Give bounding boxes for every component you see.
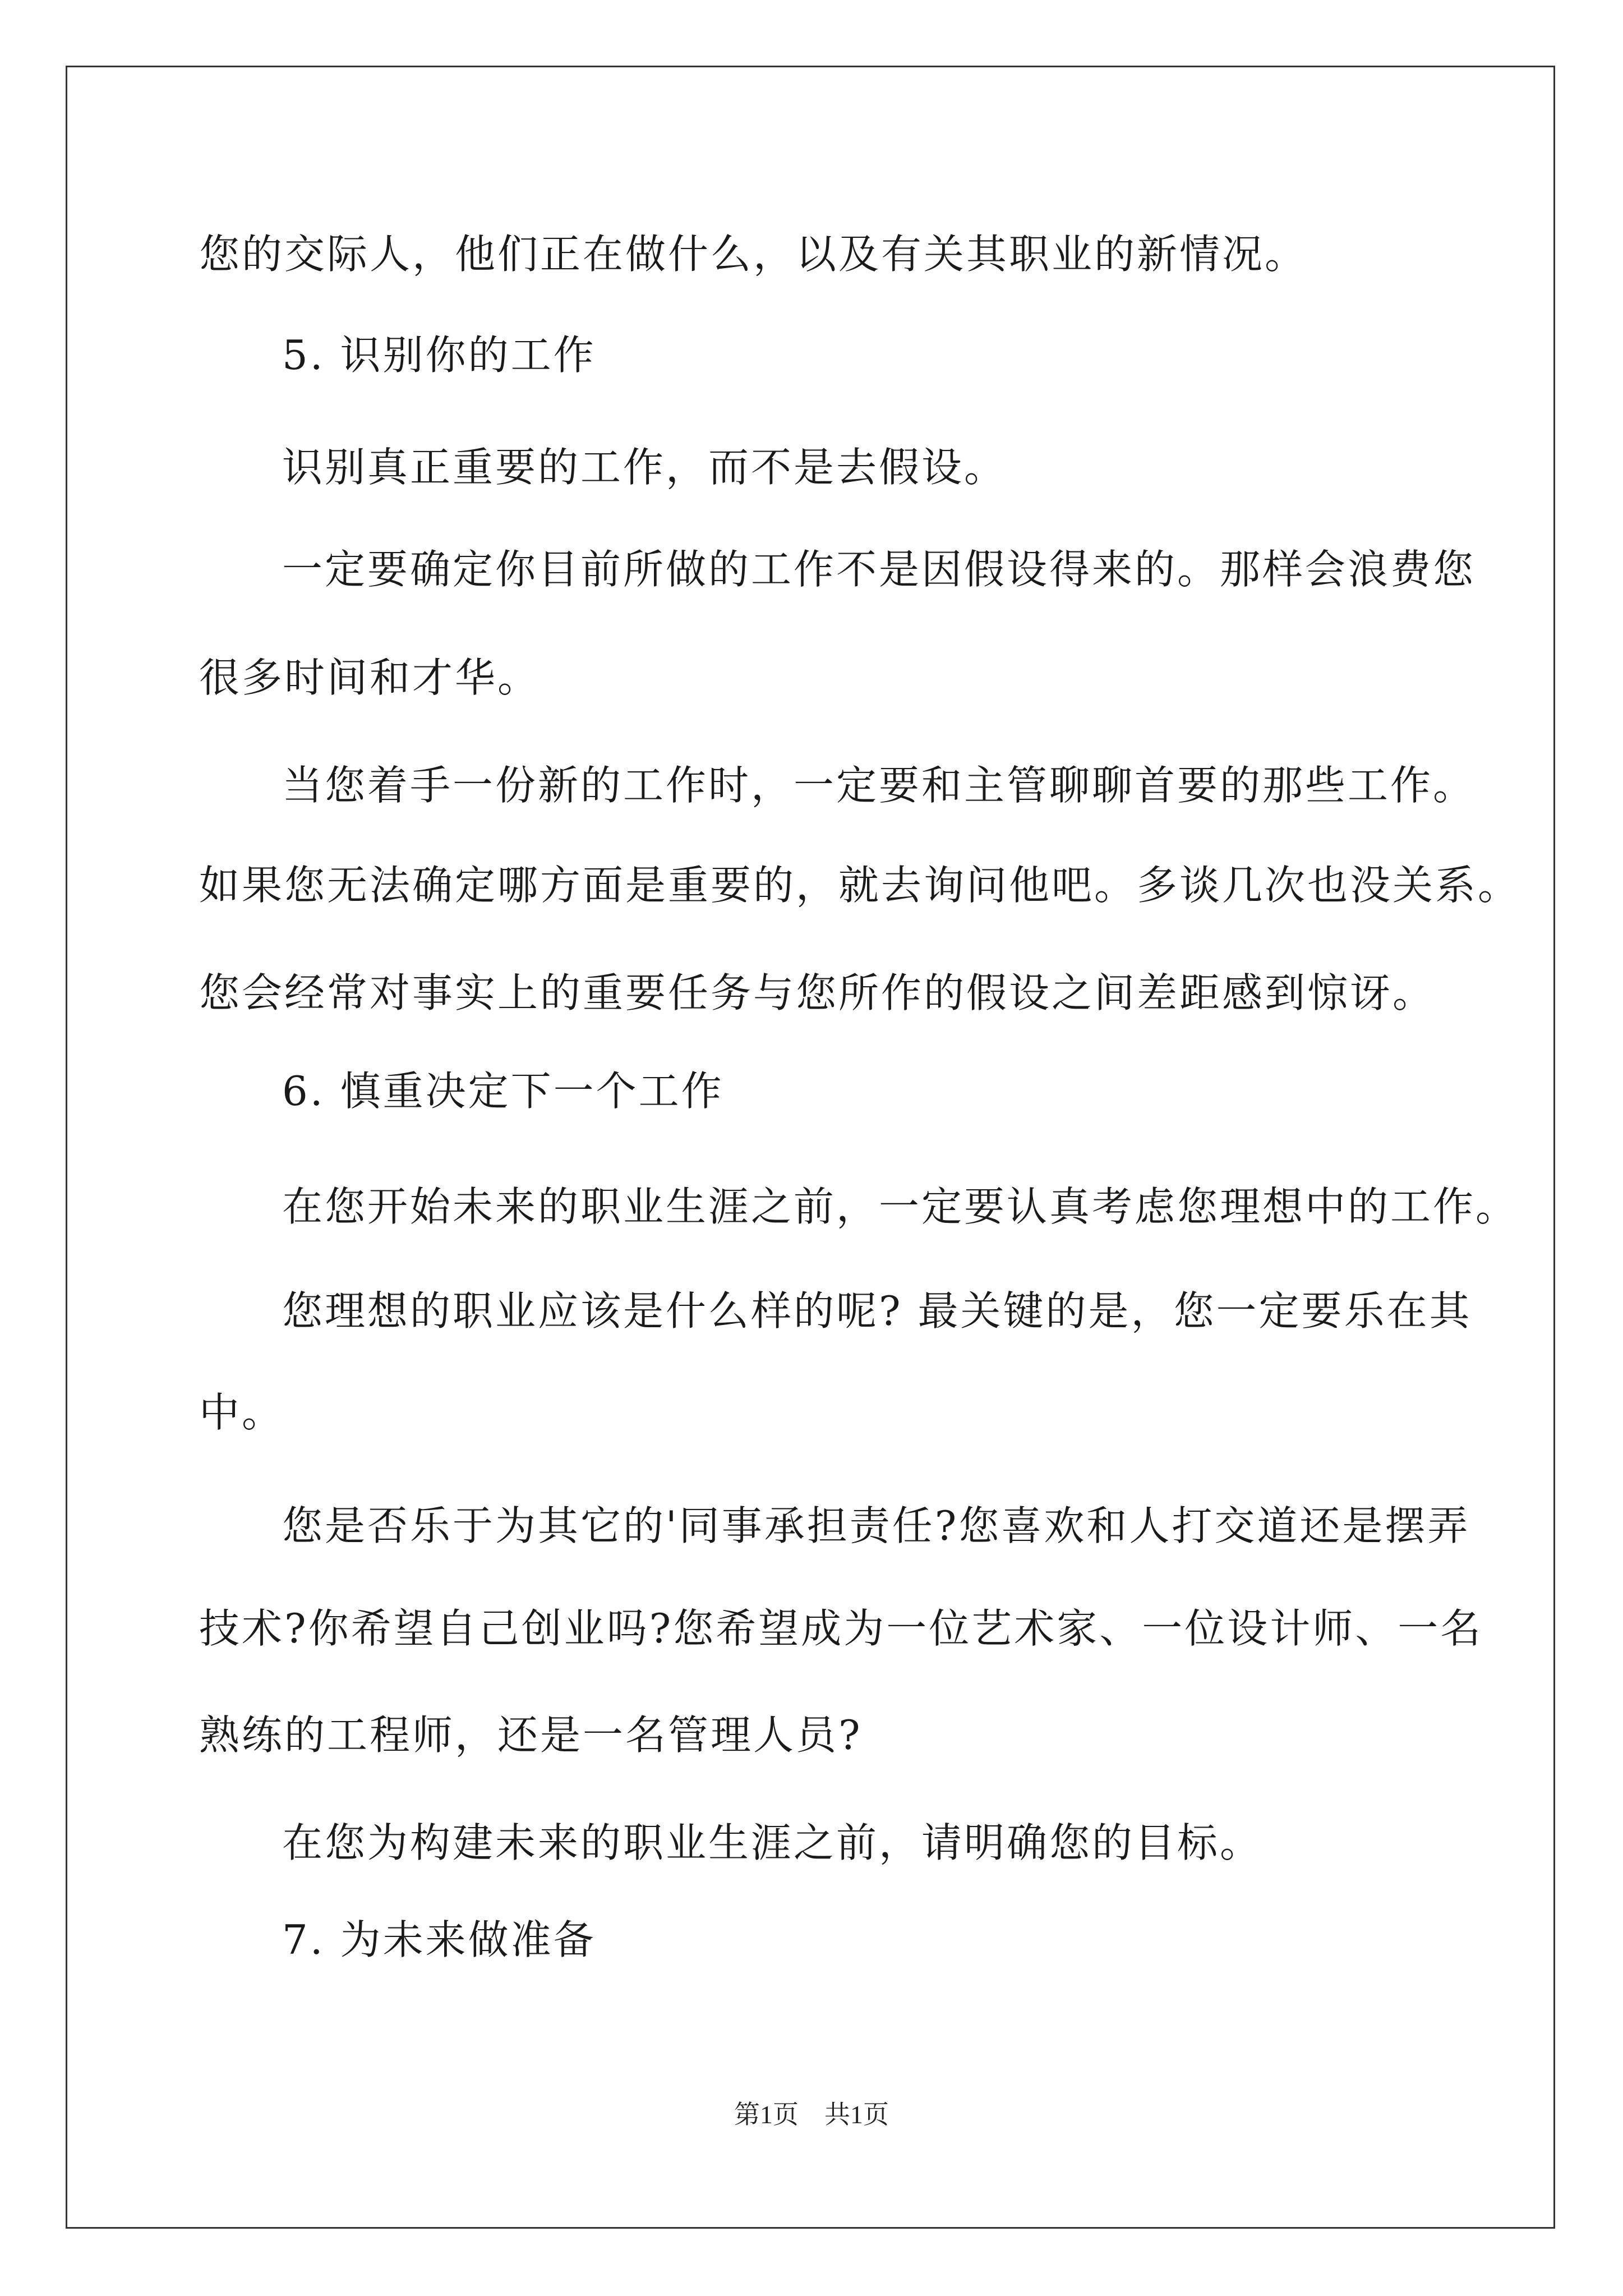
section-heading-5: 5. 识别你的工作: [282, 332, 596, 379]
section-heading-6: 6. 慎重决定下一个工作: [282, 1068, 724, 1115]
body-line: 识别真正重要的工作，而不是去假设。: [282, 444, 1007, 491]
body-line: 一定要确定你目前所做的工作不是因假设得来的。那样会浪费您: [282, 546, 1476, 593]
body-line: 在您为构建未来的职业生涯之前，请明确您的目标。: [282, 1819, 1263, 1866]
body-line: 您理想的职业应该是什么样的呢? 最关键的是，您一定要乐在其: [282, 1287, 1472, 1335]
body-line: 当您着手一份新的工作时，一定要和主管聊聊首要的那些工作。: [282, 762, 1476, 809]
body-line: 您的交际人，他们正在做什么，以及有关其职业的新情况。: [199, 231, 1308, 278]
page-footer: 第1页 共1页: [734, 2100, 889, 2129]
body-line: 很多时间和才华。: [199, 654, 541, 701]
body-line: 技术?你希望自己创业吗?您希望成为一位艺术家、一位设计师、一名: [199, 1605, 1483, 1652]
body-line: 您会经常对事实上的重要任务与您所作的假设之间差距感到惊讶。: [199, 969, 1436, 1016]
body-line: 在您开始未来的职业生涯之前，一定要认真考虑您理想中的工作。: [282, 1183, 1519, 1230]
page-border: [66, 66, 1555, 2229]
section-heading-7: 7. 为未来做准备: [282, 1916, 596, 1963]
body-line: 熟练的工程师，还是一名管理人员?: [199, 1711, 863, 1759]
body-line: 如果您无法确定哪方面是重要的，就去询问他吧。多谈几次也没关系。: [199, 862, 1521, 909]
body-line: 中。: [199, 1389, 285, 1436]
body-line: 您是否乐于为其它的'同事承担责任?您喜欢和人打交道还是摆弄: [282, 1502, 1470, 1549]
